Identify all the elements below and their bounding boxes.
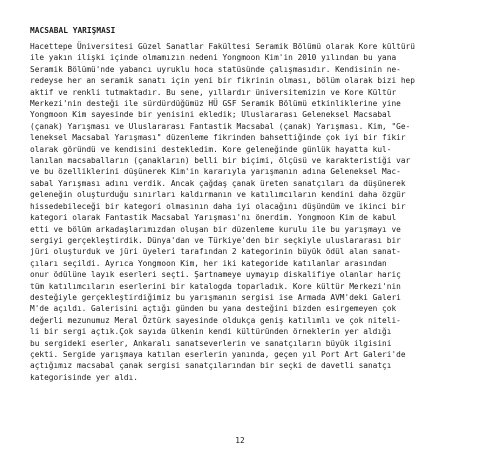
text-line: etti ve bölüm arkadaşlarımızdan oluşan bir düzenleme kurulu ile bu yarışmayı ve	[30, 224, 401, 234]
text-line: geleneğin oluşturduğu sınırları kaldırmanın ve katılımcıların kendini daha özgür	[30, 190, 406, 200]
text-line: ile yakın ilişki içinde olmamızın nedeni Yongmoon Kim'in 2010 yılından bu yana	[30, 53, 397, 63]
text-line: değerli mezunumuz Meral Öztürk sayesinde oldukça geniş katılımlı ve çok niteli-	[30, 315, 401, 325]
text-line: redeyse her an seramik sanatı için yeni bir fikrinin olması, bölüm olarak bizi hep	[30, 76, 415, 86]
text-line: bu sergideki eserler, Ankaralı sanatseverlerin ve sanatçıların büyük ilgisini	[30, 338, 392, 348]
text-line: desteğiyle gerçekleştirdiğimiz bu yarışmanın sergisi ise Armada AVM'deki Galeri	[30, 292, 401, 302]
text-line: kategorisinde yer aldı.	[30, 372, 138, 382]
text-line: Seramik Bölümü'nde yabancı uyruklu hoca statüsünde çalışmasıdır. Kendisinin ne-	[30, 64, 401, 74]
text-line: Hacettepe Üniversitesi Güzel Sanatlar Fakültesi Seramik Bölümü olarak Kore kültürü	[30, 42, 415, 51]
section-title: MACSABAL YARIŞMASI	[30, 26, 116, 35]
text-line: ve bu özelliklerini düşünerek Kim'in kararıyla yarışmanın adına Geleneksel Mac-	[30, 167, 401, 177]
text-line: Merkezi'nin desteği ile sürdürdüğümüz HÜ GSF Seramik Bölümü etkinliklerine yine	[30, 99, 401, 109]
text-line: olarak göründü ve kendisini destekledim. Kore geleneğinde günlük hayatta kul-	[30, 144, 392, 154]
body-paragraph	[30, 41, 460, 383]
text-line: M'de açıldı. Galerisini açtığı günden bu yana desteğini bizden esirgemeyen çok	[30, 304, 397, 314]
text-line: açtığımız macsabal çanak sergisi sanatçılarından bir seçki de davetli sanatçı	[30, 361, 392, 371]
text-line: aktif ve renkli tutmaktadır. Bu sene, yıllardır üniversitemizin ve Kore Kültür	[30, 87, 397, 97]
text-line: sergiyi gerçekleştirdik. Dünya'dan ve Türkiye'den bir seçkiyle uluslararası bir	[30, 235, 401, 245]
text-line: hissedebileceği bir kategori olmasının daha iyi olacağını düşündüm ve ikinci bir	[30, 201, 406, 211]
text-line: lanılan macsabalların (çanakların) belli bir biçimi, ölçüsü ve karakteristiği var	[30, 156, 411, 166]
text-line: kategori olarak Fantastik Macsabal Yarışması'nı önerdim. Yongmoon Kim de kabul	[30, 213, 397, 223]
page-number: 12	[235, 436, 245, 445]
text-line: çekti. Sergide yarışmaya katılan eserlerin yanında, geçen yıl Port Art Galeri'de	[30, 349, 406, 359]
text-line: jüri oluşturduk ve jüri üyeleri tarafından 2 kategorinin büyük ödül alan sanat-	[30, 247, 401, 257]
text-line: Yongmoon Kim sayesinde bir yenisini ekledik; Uluslararası Geleneksel Macsabal	[30, 110, 392, 120]
text-line: (çanak) Yarışması ve Uluslararası Fantastik Macsabal (çanak) Yarışması. Kim, "Ge-	[30, 121, 411, 131]
text-line: çıları seçildi. Ayrıca Yongmoon Kim, her iki kategoride katılanlar arasından	[30, 258, 387, 268]
text-line: tüm katılımcıların eserlerini bir katalogda toparladık. Kore kültür Merkezi'nin	[30, 281, 401, 291]
text-line: leneksel Macsabal Yarışması" düzenleme fikrinden bahsettiğinde çok iyi bir fikir	[30, 133, 406, 143]
text-line: sabal Yarışması adını verdik. Ancak çağdaş çanak üreten sanatçıları da düşünerek	[30, 178, 406, 188]
text-line: li bir sergi açtık.Çok sayıda ülkenin kendi kültüründen örneklerin yer aldığı	[30, 327, 392, 337]
text-line: onur ödülüne layık eserleri seçti. Şartnameye uymayıp diskalifiye olanlar hariç	[30, 270, 401, 280]
